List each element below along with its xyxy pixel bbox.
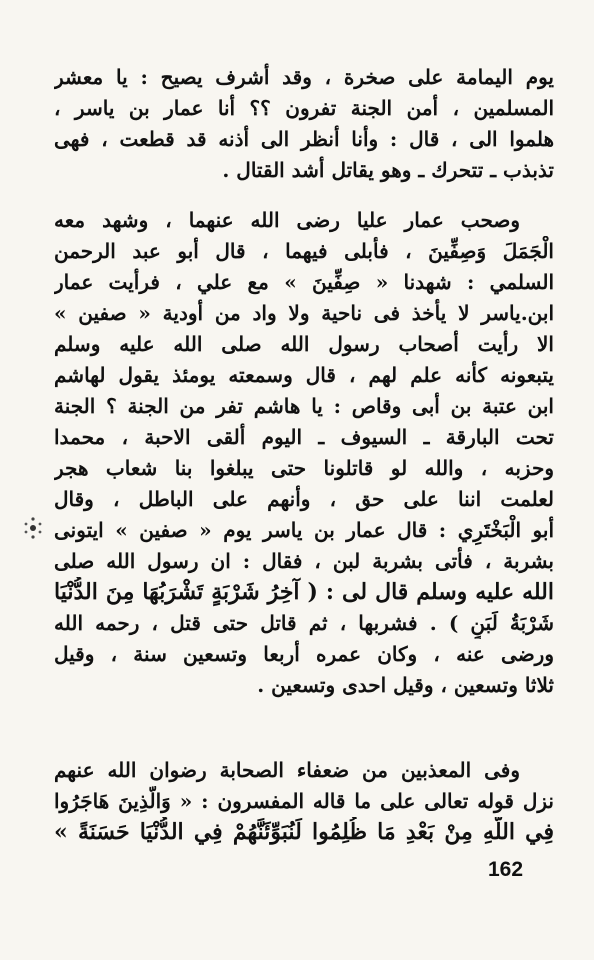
- text-line: ابن عتبة بن أبى وقاص : يا هاشم تفر من الجنة ؟ الجنة: [54, 394, 554, 418]
- text-line: أبو الْبَخْتَرِي : قال عمار بن ياسر يوم « صفين » ايتونى: [54, 518, 554, 542]
- text-line: وحزبه ، والله لو قاتلونا حتى يبلغوا بنا شعاب هجر: [54, 456, 554, 480]
- text-line: لعلمت اننا على حق ، وأنهم على الباطل ، وقال: [54, 487, 554, 511]
- paragraph-2: [54, 205, 554, 701]
- text-line: بشربة ، فأتى بشربة لبن ، فقال : ان رسول الله صلى: [54, 549, 554, 573]
- text-line: تحت البارقة ـ السيوف ـ اليوم ألقى الاحبة ، محمدا: [54, 425, 554, 449]
- quran-verse-line: فِي اللَّهِ مِنْ بَعْدِ مَا ظُلِمُوا لَنُبَوِّئَنَّهُمْ فِي الدُّنْيَا حَسَنَةً »: [54, 819, 554, 845]
- text-line: هلموا الى ، قال : وأنا أنظر الى أذنه قد قطعت ، فهى: [54, 127, 554, 151]
- margin-ornament-icon: [22, 515, 44, 541]
- text-line: وفى المعذبين من ضعفاء الصحابة رضوان الله عنهم: [54, 758, 520, 782]
- text-line: يتبعونه كأنه علم لهم ، قال وسمعته يومئذ يقول لهاشم: [54, 363, 554, 387]
- text-line: يوم اليمامة على صخرة ، وقد أشرف يصيح : يا معشر: [54, 65, 554, 89]
- text-line: ورضى عنه ، وكان عمره أربعا وتسعين سنة ، وقيل: [54, 642, 554, 666]
- text-line: نزل قوله تعالى على ما قاله المفسرون : « وَالَّذِينَ هَاجَرُوا: [54, 789, 554, 813]
- text-line: الْجَمَلَ وَصِفِّينَ ، فأبلى فيهما ، قال أبو عبد الرحمن: [54, 239, 554, 263]
- text-line: المسلمين ، أمن الجنة تفرون ؟؟ أنا عمار بن ياسر ،: [54, 96, 554, 120]
- text-line: ابن.ياسر لا يأخذ فى ناحية ولا واد من أودية « صفين »: [54, 301, 554, 325]
- page-number: 162: [488, 858, 524, 881]
- paragraph-1: [54, 62, 554, 186]
- text-line: وصحب عمار عليا رضى الله عنهما ، وشهد معه: [54, 208, 520, 232]
- text-line: ثلاثا وتسعين ، وقيل احدى وتسعين .: [257, 673, 554, 697]
- paragraph-3: [54, 755, 554, 848]
- hadith-line: الله عليه وسلم قال لى : ( آخِرُ شَرْبَةٍ تَشْرَبُهَا مِنَ الدُّنْيَا: [54, 579, 554, 605]
- hadith-line: شَرْبَةُ لَبَنٍ ) . فشربها ، ثم قاتل حتى قتل ، رحمه الله: [54, 611, 554, 635]
- text-line: السلمي : شهدنا « صِفِّينَ » مع علي ، فرأيت عمار: [54, 270, 554, 294]
- text-line: الا رأيت أصحاب رسول الله صلى الله عليه وسلم: [54, 332, 554, 356]
- text-line: تذبذب ـ تتحرك ـ وهو يقاتل أشد القتال .: [222, 158, 554, 182]
